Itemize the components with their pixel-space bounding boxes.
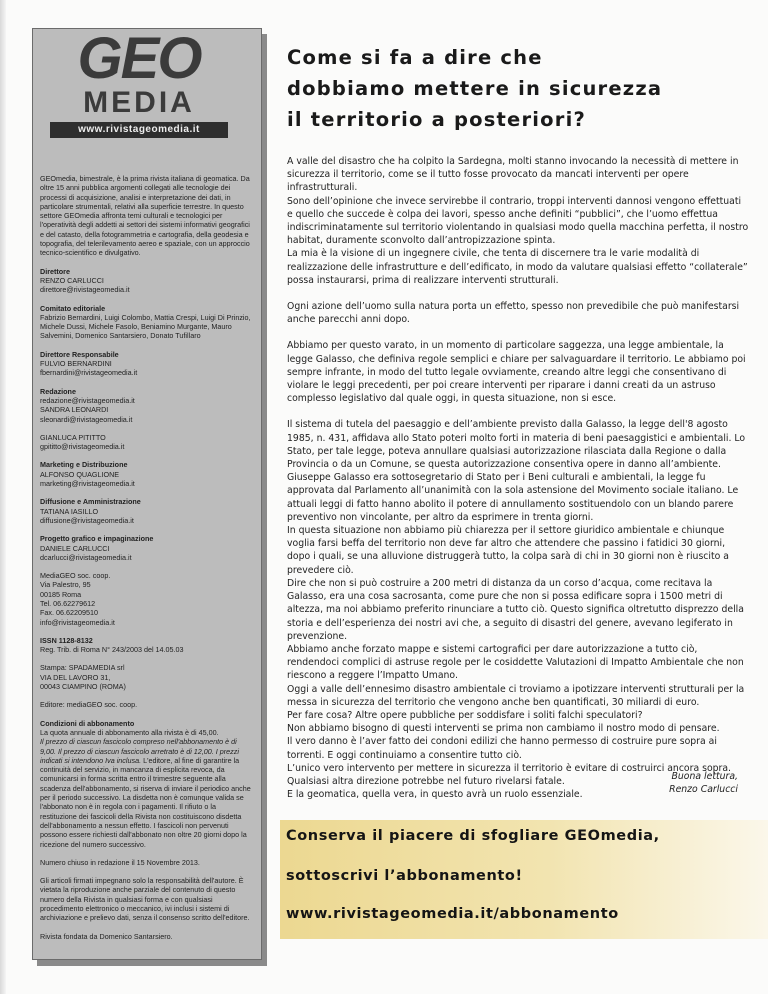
stampa-name: Stampa: SPADAMEDIA srl bbox=[40, 663, 125, 673]
condizioni-prezzi: Il prezzo di ciascun fascicolo compreso nell'abbonamento è di 9,00. Il prezzo di ciascun fascicolo arretrato è di 12,00. I prezzi indicati si intendono Iva inclusa. bbox=[40, 737, 239, 765]
article-title bbox=[287, 42, 747, 135]
progetto-heading: Progetto grafico e impaginazione bbox=[40, 534, 154, 544]
promo-url-link[interactable]: www.rivistageomedia.it/abbonamento bbox=[286, 906, 619, 922]
article-body bbox=[287, 155, 749, 814]
redazione-block bbox=[40, 387, 252, 424]
chiuso-line: Numero chiuso in redazione il 15 Novembre 2013. bbox=[40, 857, 200, 867]
diffusione-heading: Diffusione e Amministrazione bbox=[40, 497, 141, 507]
coop-name: MediaGEO soc. coop. bbox=[40, 571, 111, 581]
condizioni-heading: Condizioni di abbonamento bbox=[40, 718, 135, 728]
direttore-block bbox=[40, 267, 252, 295]
dirresp-block bbox=[40, 350, 252, 378]
pititto-block bbox=[40, 433, 252, 452]
pititto-name: GIANLUCA PITITTO bbox=[40, 432, 106, 442]
progetto-name: DANIELE CARLUCCI bbox=[40, 543, 110, 553]
direttore-heading: Direttore bbox=[40, 266, 70, 276]
stampa-city: 00043 CIAMPINO (ROMA) bbox=[40, 682, 126, 692]
subscription-banner[interactable] bbox=[280, 820, 768, 939]
article-paragraph-3: Abbiamo per questo varato, in un momento di particolare saggezza, una legge ambientale, la legge Galasso, che definiva regole semplici e chiare per salvaguardare il territorio. Le abbiamo poi sempre infrante, in modo del tutto legale ovviamente, creando altre leggi che consentivano di violare le leggi precedenti, per poi creare interventi per riparare i danni creati da un astruso complesso legislativo dal quale oggi, in questa situazione, non si esce. bbox=[287, 340, 746, 405]
masthead-text bbox=[40, 174, 252, 950]
coop-tel: Tel. 06.62279612 bbox=[40, 598, 96, 608]
redazione-heading: Redazione bbox=[40, 386, 76, 396]
page-edge bbox=[0, 0, 6, 994]
progetto-email[interactable]: dcarlucci@rivistageomedia.it bbox=[40, 552, 132, 562]
fondata-line: Rivista fondata da Domenico Santarsiero. bbox=[40, 931, 173, 941]
logo-geo: GEO bbox=[77, 26, 201, 91]
redazione-name: SANDRA LEONARDI bbox=[40, 405, 109, 415]
title-line-2: dobbiamo mettere in sicurezza bbox=[287, 77, 663, 100]
logo-media: MEDIA bbox=[83, 86, 195, 119]
dirresp-name: FULVIO BERNARDINI bbox=[40, 359, 112, 369]
logo-url: www.rivistageomedia.it bbox=[50, 122, 228, 138]
progetto-block bbox=[40, 534, 252, 562]
promo-line-2: sottoscrivi l’abbonamento! bbox=[286, 868, 523, 884]
comitato-members: Fabrizio Bernardini, Luigi Colombo, Mattia Crespi, Luigi Di Prinzio, Michele Dussi, Michele Fasolo, Beniamino Murgante, Mauro Salvemini, Domenico Santarsiero, Donato Tufillaro bbox=[40, 312, 251, 341]
comitato-heading: Comitato editoriale bbox=[40, 303, 106, 313]
diffusione-block bbox=[40, 497, 252, 525]
issn-block bbox=[40, 636, 252, 655]
geomedia-logo bbox=[44, 26, 234, 140]
title-line-1: Come si fa a dire che bbox=[287, 46, 543, 69]
coop-fax: Fax. 06.62209510 bbox=[40, 608, 98, 618]
promo-line-1: Conserva il piacere di sfogliare GEOmedia, bbox=[286, 828, 660, 844]
marketing-block bbox=[40, 460, 252, 488]
condizioni-block bbox=[40, 719, 252, 849]
signature-author: Renzo Carlucci bbox=[669, 784, 738, 795]
coop-street: Via Palestro, 95 bbox=[40, 580, 91, 590]
article-paragraph-4: Il sistema di tutela del paesaggio e dell’ambiente previsto dalla Galasso, la legge dell'8 agosto 1985, n. 431, affidava allo Stato poteri molto forti in materia di beni paesaggistici e ambientali. Lo Stato, per tale legge, poteva annullare qualsiasi autorizzazione rilasciata dalla Regione o dalla Provincia o da un Comune, se questa autorizzazione consentiva opere in danno all’ambiente. Giuseppe Galasso era sottosegretario di Stato per i Beni culturali e ambientali, la legge fu approvata dal Parlamento all’unanimità con la sola astensione del Movimento sociale italiano. Le attuali leggi di fatto hanno abolito il potere di annullamento sostituendolo con un blando parere preventivo non vincolante, per altro da esprimere in trenta giorni. In questa situazione non abbiamo più chiarezza per il settore giuridico ambientale e chiunque voglia farsi beffa del territorio non deve far altro che attendere che passino i fatidici 30 giorni, dopo i quali, se una alluvione distruggerà tutto, la colpa sarà di chi in 30 giorni non è riuscito a prevedere ciò. Dire che non si può costruire a 200 metri di distanza da un corso d’acqua, come recitava la Galasso, era una cosa sacrosanta, come pure che non si possa edificare sopra i 1500 metri di altezza, ma noi abbiamo preferito rinunciare a tutto ciò. Questo significa oltretutto disprezzo della storia e dell’esperienza dei nostri avi che, a seguito di disastri del genere, avevano legiferato in prevenzione. Abbiamo anche forzato mappe e sistemi cartografici per dare autorizzazione a tutto ciò, rendendoci complici di astruse regole per le cosiddette Valutazioni di Impatto Ambientale che non riescono a reggere l’Impatto Umano. Oggi a valle dell’ennesimo disastro ambientale ci troviamo a ipotizzare interventi strutturali per la messa in sicurezza del territorio che vengono anche ben quantificati, 30 miliardi di euro. Per fare cosa? Altre opere pubbliche per soddisfare i soliti falchi speculatori? Non abbiamo bisogno di questi interventi se prima non cambiamo il nostro modo di pensare. Il vero danno è l’aver fatto dei condoni edilizi che hanno permesso di costruire pure sopra ai torrenti. E oggi continuiamo a consentire tutto ciò. L’unico vero intervento per mettere in sicurezza il territorio è evitare di costruirci ancora sopra. Qualsiasi altra direzione potrebbe nel futuro rivelarsi fatale. E la geomatica, quella vera, in questo avrà un ruolo essenziale. bbox=[287, 419, 746, 801]
comitato-block bbox=[40, 304, 252, 341]
signature bbox=[560, 770, 738, 796]
condizioni-quota: La quota annuale di abbonamento alla rivista è di 45,00. bbox=[40, 727, 219, 737]
articoli-note: Gli articoli firmati impegnano solo la responsabilità dell'autore. È vietata la riproduzione anche parziale del contenuto di questo numero della Rivista in qualsiasi forma e con qualsiasi procedimento elettronico o meccanico, ivi inclusi i sistemi di archiviazione e prelievo dati, senza il consenso scritto dell'editore. bbox=[40, 876, 250, 923]
marketing-email[interactable]: marketing@rivistageomedia.it bbox=[40, 479, 135, 489]
pititto-email[interactable]: gpititto@rivistageomedia.it bbox=[40, 442, 125, 452]
condizioni-disdetta: L'editore, al fine di garantire la continuità del servizio, in mancanza di esplicita revoca, da comunicarsi in forma scritta entro il trimestre seguente alla scadenza dell'abbonamento, si riserva di inviare il periodico anche per il periodo successivo. La disdetta non è comunque valida se l'abbonato non è in regola con i pagamenti. Il rifiuto o la restituzione dei fascicoli della Rivista non costituiscono disdetta dell'abbonamento a nessun effetto. I fascicoli non pervenuti possono essere richiesti dall'abbonato non oltre 20 giorni dopo la ricezione del numero successivo. bbox=[40, 755, 251, 849]
dirresp-email[interactable]: fbernardini@rivistageomedia.it bbox=[40, 368, 138, 378]
article-paragraph-1: A valle del disastro che ha colpito la Sardegna, molti stanno invocando la necessità di mettere in sicurezza il territorio, come se il tutto fosse provocato da mancati interventi per opere infrastrutturali. Sono dell’opinione che invece servirebbe il contrario, troppi interventi dannosi vengono effettuati e quello che succede è colpa dei lavori, spesso anche definiti “pubblici”, che l’uomo effettua indiscriminatamente sul territorio violentando in qualsiasi modo quella macchina perfetta, il nostro habitat, duramente sconvolto dall’antropizzazione spinta. La mia è la visione di un ingegnere civile, che tenta di discernere tra le varie modalità di realizzazione delle infrastrutture e dell’edificato, in modo da valutare qualsiasi effetto “collaterale” possa instaurarsi, prima di realizzare interventi strutturali. bbox=[287, 156, 749, 286]
editore-line: Editore: mediaGEO soc. coop. bbox=[40, 700, 138, 710]
article-paragraph-2: Ogni azione dell’uomo sulla natura porta un effetto, spesso non prevedibile che può manifestarsi anche parecchi anni dopo. bbox=[287, 301, 740, 326]
coop-email[interactable]: info@rivistageomedia.it bbox=[40, 617, 115, 627]
marketing-heading: Marketing e Distribuzione bbox=[40, 460, 128, 470]
issn-heading: ISSN 1128-8132 bbox=[40, 635, 93, 645]
diffusione-name: TATIANA IASILLO bbox=[40, 506, 99, 516]
stampa-street: VIA DEL LAVORO 31, bbox=[40, 672, 111, 682]
title-line-3: il territorio a posteriori? bbox=[287, 108, 586, 131]
issn-registration: Reg. Trib. di Roma N° 243/2003 del 14.05.03 bbox=[40, 645, 184, 655]
redazione-email-2[interactable]: sleonardi@rivistageomedia.it bbox=[40, 414, 133, 424]
coop-city: 00185 Roma bbox=[40, 589, 82, 599]
marketing-name: ALFONSO QUAGLIONE bbox=[40, 469, 120, 479]
signature-greeting: Buona lettura, bbox=[671, 771, 738, 782]
direttore-email[interactable]: direttore@rivistageomedia.it bbox=[40, 285, 130, 295]
dirresp-heading: Direttore Responsabile bbox=[40, 349, 119, 359]
diffusione-email[interactable]: diffusione@rivistageomedia.it bbox=[40, 515, 134, 525]
masthead-intro: GEOmedia, bimestrale, è la prima rivista italiana di geomatica. Da oltre 15 anni pubblica argomenti collegati alle tecnologie dei processi di acquisizione, analisi e interpretazione dei dati, in particolare strumentali, relativi alla superficie terrestre. In questo settore GEOmedia affronta temi culturali e tecnologici per l'operatività degli addetti ai settori dei sistemi informativi geografici e del catasto, della fotogrammetria e cartografia, della geodesia e topografia, del telerilevamento aereo e spaziale, con un approccio tecnico-scientifico e divulgativo. bbox=[40, 174, 250, 258]
stampa-block bbox=[40, 663, 252, 691]
redazione-email[interactable]: redazione@rivistageomedia.it bbox=[40, 395, 135, 405]
direttore-name: RENZO CARLUCCI bbox=[40, 275, 104, 285]
publisher-address bbox=[40, 571, 252, 627]
